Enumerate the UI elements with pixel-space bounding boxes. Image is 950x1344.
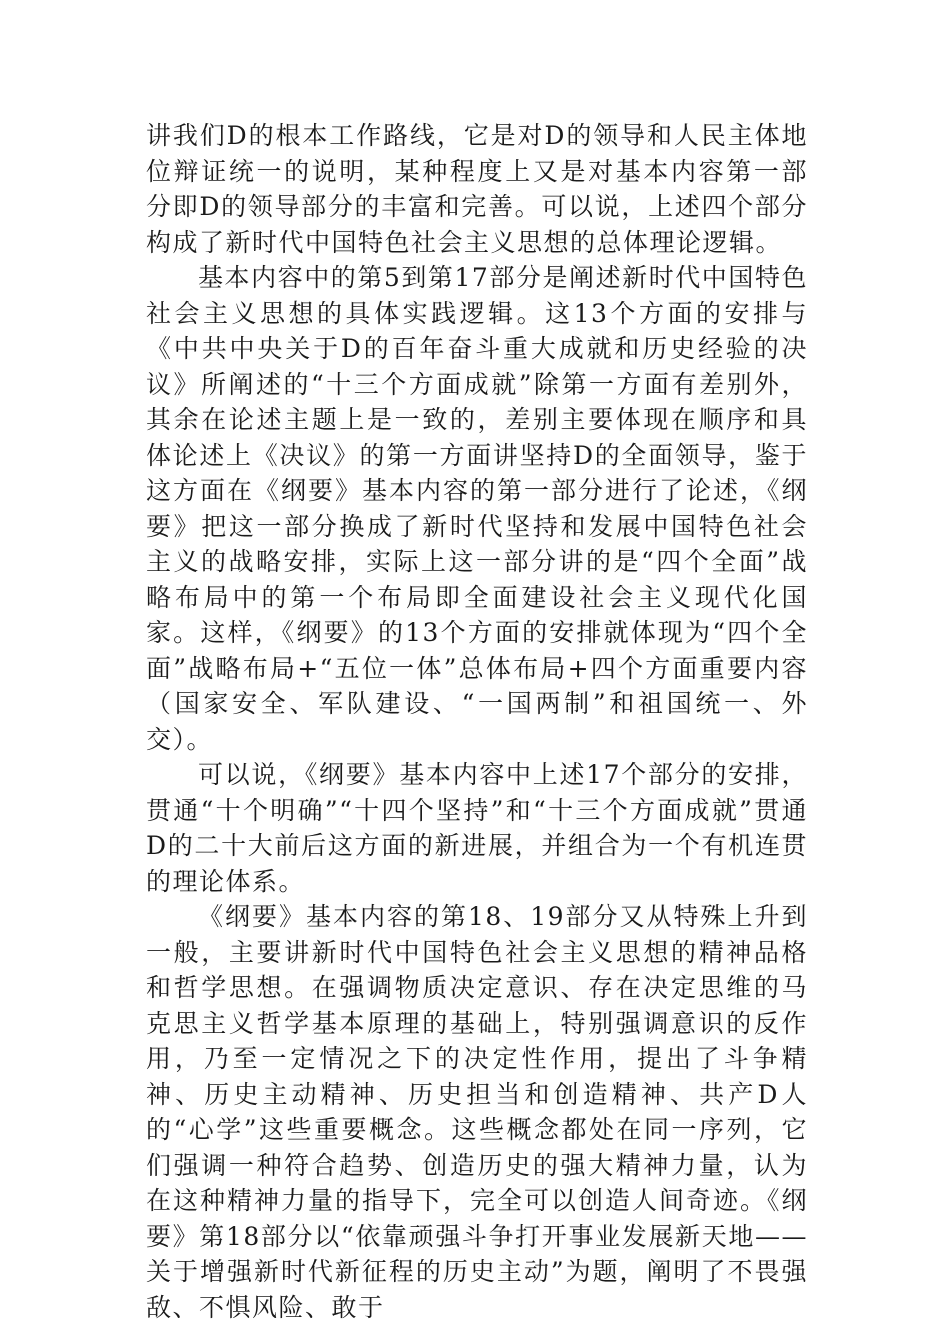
paragraph-philosophy: 《纲要》基本内容的第18、19部分又从特殊上升到一般，主要讲新时代中国特色社会主义思想的精神品格和哲学思想。在强调物质决定意识、存在决定思维的马克思主义哲学基本原理的基础上，特别强调意识的反作用，乃至一定情况之下的决定性作用，提出了斗争精神、历史主动精神、历史担当和创造精神、共产D人的“心学”这些重要概念。这些概念都处在同一序列，它们强调一种符合趋势、创造历史的强大精神力量，认为在这种精神力量的指导下，完全可以创造人间奇迹。《纲要》第18部分以“依靠顽强斗争打开事业发展新天地——关于增强新时代新征程的历史主动”为题，阐明了不畏强敌、不惧风险、敢于 <box>146 902 808 1322</box>
paragraph-practice-logic: 基本内容中的第5到第17部分是阐述新时代中国特色社会主义思想的具体实践逻辑。这13个方面的安排与《中共中央关于D的百年奋斗重大成就和历史经验的决议》所阐述的“十三个方面成就”除第一方面有差别外，其余在论述主题上是一致的，差别主要体现在顺序和具体论述上《决议》的第一方面讲坚持D的全面领导，鉴于这方面在《纲要》基本内容的第一部分进行了论述，《纲要》把这一部分换成了新时代坚持和发展中国特色社会主义的战略安排，实际上这一部分讲的是“四个全面”战略布局中的第一个布局即全面建设社会主义现代化国家。这样，《纲要》的13个方面的安排就体现为“四个全面”战略布局+“五位一体”总体布局+四个方面重要内容（国家安全、军队建设、“一国两制”和祖国统一、外交）。 <box>146 263 808 754</box>
document-body <box>146 118 808 1325</box>
paragraph-continuation: 讲我们D的根本工作路线，它是对D的领导和人民主体地位辩证统一的说明，某种程度上又是对基本内容第一部分即D的领导部分的丰富和完善。可以说，上述四个部分构成了新时代中国特色社会主义思想的总体理论逻辑。 <box>146 121 808 257</box>
paragraph-summary: 可以说，《纲要》基本内容中上述17个部分的安排，贯通“十个明确”“十四个坚持”和“十三个方面成就”贯通D的二十大前后这方面的新进展，并组合为一个有机连贯的理论体系。 <box>146 760 808 896</box>
